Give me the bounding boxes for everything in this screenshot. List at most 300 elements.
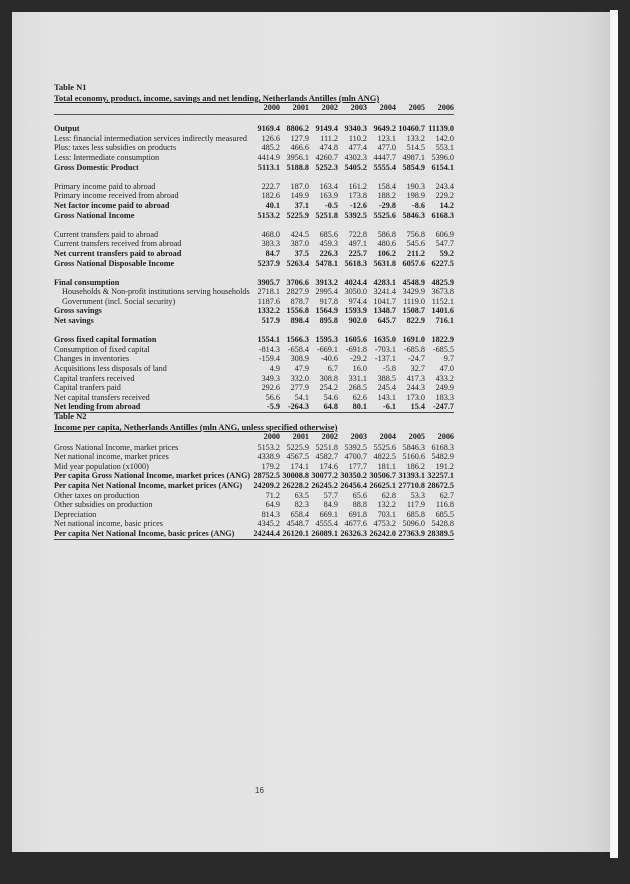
value-cell: 1556.8: [286, 306, 309, 316]
value-cell: 64.9: [265, 500, 280, 510]
value-cell: 4582.7: [315, 452, 338, 462]
row-label: Gross Domestic Product: [54, 162, 139, 172]
value-cell: 62.6: [352, 392, 367, 402]
value-cell: -0.5: [325, 200, 338, 210]
spacer-row: [54, 220, 454, 230]
table-row: [54, 297, 454, 307]
value-cell: 177.7: [348, 461, 367, 471]
header-year: 2002: [321, 432, 338, 441]
value-cell: 211.2: [407, 248, 425, 258]
row-label: Primary income paid to abroad: [54, 181, 156, 191]
value-cell: 4260.7: [315, 152, 338, 162]
value-cell: 4825.9: [431, 277, 454, 287]
value-cell: 5225.9: [286, 442, 309, 452]
value-cell: 9340.3: [344, 124, 367, 134]
row-label: Consumption of fixed capital: [54, 344, 150, 354]
table-row: [54, 182, 454, 192]
value-cell: 14.2: [439, 200, 454, 210]
value-cell: 349.3: [261, 373, 280, 383]
value-cell: 54.6: [323, 392, 338, 402]
value-cell: 3913.2: [315, 277, 338, 287]
table-row: [54, 335, 454, 345]
table-n2-grid: [54, 432, 454, 540]
value-cell: 226.3: [319, 248, 338, 258]
row-label: Depreciation: [54, 509, 97, 519]
value-cell: -247.7: [425, 402, 454, 412]
value-cell: 5392.5: [344, 442, 367, 452]
value-cell: 4.9: [269, 364, 280, 374]
row-label: Other taxes on production: [54, 490, 140, 500]
value-cell: 3956.1: [286, 152, 309, 162]
value-cell: 198.9: [406, 191, 425, 201]
value-cell: 1508.7: [402, 306, 425, 316]
value-cell: 10460.7: [398, 124, 425, 134]
value-cell: 517.9: [261, 316, 280, 326]
row-label: Per capita Gross National Income, market prices (ANG): [54, 471, 251, 481]
value-cell: 331.1: [348, 373, 367, 383]
value-cell: 53.3: [410, 490, 425, 500]
value-cell: 9649.2: [373, 124, 396, 134]
value-cell: 11139.0: [428, 124, 454, 134]
value-cell: 110.2: [348, 133, 367, 143]
value-cell: 4753.2: [373, 519, 396, 529]
row-label: Net national income, market prices: [54, 452, 169, 462]
value-cell: 716.1: [435, 316, 454, 326]
value-cell: 187.0: [290, 181, 309, 191]
value-cell: 6168.3: [431, 442, 454, 452]
value-cell: 4338.9: [257, 452, 280, 462]
value-cell: 4677.6: [344, 519, 367, 529]
value-cell: 703.1: [377, 509, 396, 519]
table-row: [54, 124, 454, 134]
value-cell: 142.0: [435, 133, 454, 143]
value-cell: 722.8: [348, 229, 367, 239]
value-cell: 547.7: [435, 239, 454, 249]
value-cell: 190.3: [406, 181, 425, 191]
value-cell: 225.7: [348, 248, 367, 258]
value-cell: 186.2: [406, 461, 425, 471]
value-cell: 26245.2: [311, 480, 338, 490]
value-cell: 28672.5: [427, 480, 454, 490]
table-n1-body: [54, 114, 454, 412]
value-cell: 30008.8: [282, 471, 309, 481]
row-label: Other subsidies on production: [54, 500, 153, 510]
value-cell: 477.4: [348, 143, 367, 153]
value-cell: 480.6: [377, 239, 396, 249]
value-cell: 5396.0: [431, 152, 454, 162]
value-cell: 5854.9: [402, 162, 425, 172]
table-row: [54, 500, 454, 510]
value-cell: 4345.2: [257, 519, 280, 529]
value-cell: 132.2: [377, 500, 396, 510]
value-cell: 173.0: [406, 392, 425, 402]
value-cell: 878.7: [290, 296, 309, 306]
value-cell: 26456.4: [340, 480, 367, 490]
value-cell: 658.4: [290, 509, 309, 519]
value-cell: 27363.9: [396, 529, 425, 539]
value-cell: 80.1: [338, 402, 367, 412]
value-cell: 222.7: [261, 181, 280, 191]
value-cell: 5263.4: [286, 258, 309, 268]
value-cell: 474.8: [319, 143, 338, 153]
header-year: 2000: [251, 103, 280, 114]
spacer-cell: [54, 326, 454, 336]
value-cell: 3241.4: [373, 287, 396, 297]
value-cell: 16.0: [352, 364, 367, 374]
value-cell: 30350.2: [340, 471, 367, 481]
value-cell: 65.6: [352, 490, 367, 500]
value-cell: -703.1: [374, 344, 396, 354]
value-cell: 387.0: [290, 239, 309, 249]
row-label: Gross fixed capital formation: [54, 335, 157, 345]
spacer-cell: [54, 268, 454, 278]
table-row: [54, 510, 454, 520]
value-cell: 84.9: [323, 500, 338, 510]
value-cell: 514.5: [406, 143, 425, 153]
table-n1-title: Total economy, product, income, savings and net lending, Netherlands Antilles (mln ANG): [54, 93, 380, 103]
value-cell: 5846.3: [402, 442, 425, 452]
value-cell: 383.3: [261, 239, 280, 249]
table-row: [54, 278, 454, 288]
value-cell: 5482.9: [431, 452, 454, 462]
value-cell: 308.9: [290, 354, 309, 364]
value-cell: 606.9: [435, 229, 454, 239]
value-cell: 497.1: [348, 239, 367, 249]
value-cell: 5392.5: [344, 210, 367, 220]
value-cell: 188.2: [377, 191, 396, 201]
value-cell: 2995.4: [315, 287, 338, 297]
row-label: Per capita Net National Income, basic prices (ANG): [54, 529, 251, 539]
value-cell: 5631.8: [373, 258, 396, 268]
value-cell: 332.0: [290, 373, 309, 383]
table-row: [54, 306, 454, 316]
value-cell: 28389.5: [425, 529, 454, 539]
table-row: [54, 462, 454, 472]
value-cell: 3673.8: [431, 287, 454, 297]
value-cell: 308.8: [319, 373, 338, 383]
value-cell: 57.7: [323, 490, 338, 500]
row-label: Gross savings: [54, 306, 102, 316]
row-label: Net savings: [54, 316, 94, 326]
value-cell: 5405.2: [344, 162, 367, 172]
value-cell: 26120.1: [280, 529, 309, 539]
value-cell: 5428.8: [431, 519, 454, 529]
value-cell: 37.1: [294, 200, 309, 210]
value-cell: 244.3: [406, 383, 425, 393]
value-cell: 6154.1: [431, 162, 454, 172]
value-cell: 30077.2: [311, 471, 338, 481]
value-cell: 84.7: [265, 248, 280, 258]
table-n1-grid: [54, 103, 454, 413]
spacer-row: [54, 326, 454, 336]
row-label: Net lending from abroad: [54, 402, 251, 412]
value-cell: 37.5: [294, 248, 309, 258]
header-year: 2006: [437, 432, 454, 441]
value-cell: 117.9: [406, 500, 425, 510]
value-cell: 417.3: [406, 373, 425, 383]
value-cell: 4447.7: [373, 152, 396, 162]
value-cell: -29.2: [349, 354, 367, 364]
value-cell: 126.6: [261, 133, 280, 143]
value-cell: 5153.2: [257, 442, 280, 452]
row-label: Less: Intermediate consumption: [54, 152, 160, 162]
header-label: [54, 103, 251, 114]
value-cell: 1119.0: [403, 296, 425, 306]
value-cell: 586.8: [377, 229, 396, 239]
header-year: 2003: [350, 432, 367, 441]
value-cell: 5618.3: [344, 258, 367, 268]
value-cell: 183.3: [435, 392, 454, 402]
page-number: 16: [255, 786, 264, 795]
value-cell: 8806.2: [286, 124, 309, 134]
value-cell: -685.5: [432, 344, 454, 354]
value-cell: 466.6: [290, 143, 309, 153]
value-cell: -264.3: [280, 402, 309, 412]
value-cell: 5525.6: [373, 210, 396, 220]
row-label: Output: [54, 124, 80, 134]
value-cell: 5525.6: [373, 442, 396, 452]
value-cell: 902.0: [348, 316, 367, 326]
table-row: [54, 191, 454, 201]
table-row: [54, 249, 454, 259]
row-label: Government (incl. Social security): [62, 296, 176, 306]
value-cell: 756.8: [406, 229, 425, 239]
value-cell: 123.1: [377, 133, 396, 143]
value-cell: 26242.0: [367, 529, 396, 539]
row-label: Gross National Income: [54, 210, 135, 220]
value-cell: 477.0: [377, 143, 396, 153]
value-cell: 173.8: [348, 191, 367, 201]
table-n2-body: [54, 443, 454, 539]
table-n1-id: Table N1: [54, 82, 87, 92]
value-cell: 974.4: [348, 296, 367, 306]
value-cell: 4555.4: [315, 519, 338, 529]
table-row: [54, 230, 454, 240]
value-cell: 56.6: [265, 392, 280, 402]
value-cell: 62.7: [439, 490, 454, 500]
table-n2: [54, 411, 454, 540]
row-label: Current transfers received from abroad: [54, 239, 182, 249]
value-cell: 163.4: [319, 181, 338, 191]
value-cell: 64.8: [309, 402, 338, 412]
value-cell: 5555.4: [373, 162, 396, 172]
value-cell: 32.7: [410, 364, 425, 374]
row-label: Final consumption: [54, 277, 120, 287]
value-cell: -658.4: [287, 344, 309, 354]
value-cell: 3905.7: [257, 277, 280, 287]
table-row: [54, 529, 454, 539]
table-row: [54, 211, 454, 221]
value-cell: 3429.9: [402, 287, 425, 297]
value-cell: 5478.1: [315, 258, 338, 268]
value-cell: -159.4: [258, 354, 280, 364]
value-cell: -29.8: [378, 200, 396, 210]
row-label: Net factor income paid to abroad: [54, 200, 170, 210]
row-label: Net current transfers paid to abroad: [54, 248, 182, 258]
value-cell: 388.5: [377, 373, 396, 383]
value-cell: 645.7: [377, 316, 396, 326]
table-row: [54, 134, 454, 144]
spacer-cell: [54, 220, 454, 230]
table-row: [54, 393, 454, 403]
table-n1-header: [54, 103, 454, 114]
row-label: Gross National Income, market prices: [54, 442, 179, 452]
value-cell: 545.6: [406, 239, 425, 249]
value-cell: 5113.1: [257, 162, 280, 172]
value-cell: 163.9: [319, 191, 338, 201]
row-label: Changes in inventories: [54, 354, 130, 364]
value-cell: 917.8: [319, 296, 338, 306]
value-cell: 9.7: [443, 354, 454, 364]
value-cell: 1593.9: [344, 306, 367, 316]
value-cell: 63.5: [294, 490, 309, 500]
value-cell: 424.5: [290, 229, 309, 239]
value-cell: 106.2: [377, 248, 396, 258]
value-cell: -24.7: [407, 354, 425, 364]
value-cell: -814.3: [258, 344, 280, 354]
value-cell: 133.2: [406, 133, 425, 143]
value-cell: 6227.5: [431, 258, 454, 268]
value-cell: 143.1: [377, 392, 396, 402]
value-cell: 277.9: [290, 383, 309, 393]
table-row: [54, 519, 454, 529]
value-cell: 6.7: [327, 364, 338, 374]
table-row: [54, 345, 454, 355]
value-cell: 26326.3: [338, 529, 367, 539]
value-cell: -669.1: [316, 344, 338, 354]
value-cell: 181.1: [377, 461, 396, 471]
value-cell: 24209.2: [253, 480, 280, 490]
header-label: [54, 432, 251, 443]
table-row: [54, 364, 454, 374]
value-cell: 1152.1: [431, 296, 454, 306]
value-cell: 24244.4: [251, 529, 280, 539]
value-cell: 32257.1: [427, 471, 454, 481]
row-label: Gross National Disposable Income: [54, 258, 175, 268]
value-cell: 822.9: [406, 316, 425, 326]
value-cell: 1041.7: [373, 296, 396, 306]
value-cell: 1635.0: [373, 335, 396, 345]
value-cell: 9149.4: [315, 124, 338, 134]
value-cell: 5251.8: [315, 442, 338, 452]
value-cell: 1554.1: [257, 335, 280, 345]
table-row: [54, 143, 454, 153]
value-cell: 4700.7: [344, 452, 367, 462]
value-cell: 1187.6: [257, 296, 280, 306]
value-cell: -691.8: [345, 344, 367, 354]
value-cell: 1332.2: [257, 306, 280, 316]
value-cell: 1595.3: [315, 335, 338, 345]
value-cell: 1822.9: [431, 335, 454, 345]
value-cell: 5237.9: [257, 258, 280, 268]
value-cell: 2718.1: [257, 287, 280, 297]
page-edge: [610, 10, 618, 858]
table-row: [54, 153, 454, 163]
header-year: 2001: [292, 432, 309, 441]
value-cell: 5096.0: [402, 519, 425, 529]
value-cell: 26089.1: [309, 529, 338, 539]
value-cell: 5153.2: [257, 210, 280, 220]
table-n1: [54, 82, 454, 413]
value-cell: 4548.7: [286, 519, 309, 529]
value-cell: 88.8: [352, 500, 367, 510]
value-cell: 4822.5: [373, 452, 396, 462]
value-cell: 62.8: [381, 490, 396, 500]
value-cell: 9169.4: [257, 124, 280, 134]
value-cell: 459.3: [319, 239, 338, 249]
value-cell: 4548.9: [402, 277, 425, 287]
value-cell: 2827.9: [286, 287, 309, 297]
table-row: [54, 354, 454, 364]
header-year: 2003: [338, 103, 367, 114]
value-cell: 1605.6: [344, 335, 367, 345]
table-row: [54, 471, 454, 481]
value-cell: 691.8: [348, 509, 367, 519]
value-cell: 1348.7: [373, 306, 396, 316]
value-cell: 5188.8: [286, 162, 309, 172]
header-year: 2002: [309, 103, 338, 114]
row-label: Net national income, basic prices: [54, 519, 163, 529]
value-cell: 111.2: [320, 133, 338, 143]
row-label: Per capita Net National Income, market prices (ANG): [54, 480, 243, 490]
value-cell: 898.4: [290, 316, 309, 326]
value-cell: 3706.6: [286, 277, 309, 287]
value-cell: -8.6: [412, 200, 425, 210]
value-cell: 54.1: [294, 392, 309, 402]
table-row: [54, 481, 454, 491]
value-cell: 249.9: [435, 383, 454, 393]
value-cell: -685.8: [403, 344, 425, 354]
value-cell: 179.2: [261, 461, 280, 471]
header-year: 2000: [263, 432, 280, 441]
value-cell: -40.6: [320, 354, 338, 364]
value-cell: 468.0: [261, 229, 280, 239]
table-row: [54, 374, 454, 384]
value-cell: 292.6: [261, 383, 280, 393]
value-cell: 5251.8: [315, 210, 338, 220]
table-n2-header: [54, 432, 454, 443]
header-year: 2004: [367, 103, 396, 114]
value-cell: 82.3: [294, 500, 309, 510]
spacer-row: [54, 268, 454, 278]
header-year: 2005: [408, 432, 425, 441]
table-row: [54, 443, 454, 453]
table-row: [54, 259, 454, 269]
row-label: Net capital transfers received: [54, 392, 150, 402]
value-cell: 814.3: [261, 509, 280, 519]
value-cell: -6.1: [367, 402, 396, 412]
value-cell: 149.9: [290, 191, 309, 201]
row-label: Mid year population (x1000): [54, 461, 149, 471]
value-cell: 4024.4: [344, 277, 367, 287]
value-cell: 685.6: [319, 229, 338, 239]
table-row: [54, 239, 454, 249]
value-cell: 182.6: [261, 191, 280, 201]
value-cell: 174.1: [290, 461, 309, 471]
value-cell: 26228.2: [282, 480, 309, 490]
value-cell: 4987.1: [402, 152, 425, 162]
value-cell: 5846.3: [402, 210, 425, 220]
value-cell: 6168.3: [431, 210, 454, 220]
value-cell: 174.6: [319, 461, 338, 471]
row-label: Plus: taxes less subsidies on products: [54, 143, 177, 153]
value-cell: 1566.3: [286, 335, 309, 345]
header-year: 2004: [379, 432, 396, 441]
value-cell: 28752.5: [253, 471, 280, 481]
value-cell: 47.0: [439, 364, 454, 374]
value-cell: -5.8: [383, 364, 396, 374]
table-row: [54, 491, 454, 501]
